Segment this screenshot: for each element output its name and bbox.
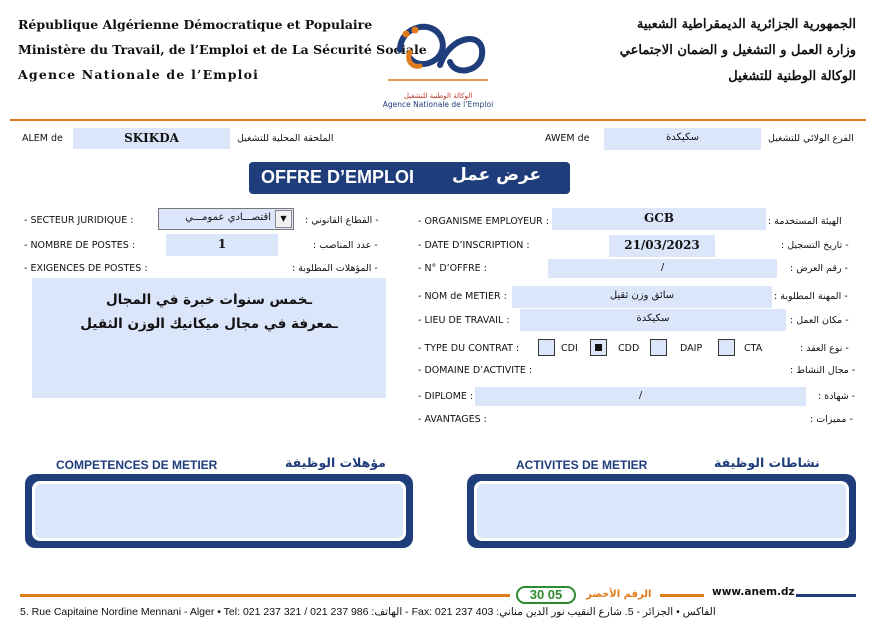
alem-label-fr: ALEM de (22, 133, 63, 144)
postes-label-ar: - عدد المناصب : (313, 240, 378, 251)
contrat-checkbox-cdi[interactable] (538, 339, 555, 356)
header-divider (10, 119, 866, 121)
footer-divider-left (20, 594, 510, 597)
republic-title-ar: الجمهورية الجزائرية الديمقراطية الشعبية (636, 17, 856, 32)
metier-label-fr: - NOM de METIER : (418, 291, 507, 302)
alem-label-ar: الملحقة المحلية للتشغيل (237, 133, 334, 144)
contrat-checkbox-cta[interactable] (718, 339, 735, 356)
exigences-label-fr: - EXIGENCES DE POSTES : (24, 263, 148, 274)
activites-title-fr: ACTIVITES DE METIER (516, 458, 648, 472)
organisme-label-fr: - ORGANISME EMPLOYEUR : (418, 216, 549, 227)
ministry-title-ar: وزارة العمل و التشغيل و الضمان الاجتماعي (619, 43, 856, 58)
date-field[interactable]: 21/03/2023 (609, 235, 715, 257)
green-number: 30 05 (529, 587, 563, 602)
secteur-label-fr: - SECTEUR JURIDIQUE : (24, 215, 134, 226)
contrat-option-label: CDD (618, 343, 640, 354)
avantages-label-fr: - AVANTAGES : (418, 414, 487, 425)
chevron-down-icon[interactable]: ▼ (275, 210, 292, 228)
activites-title-ar: نشاطات الوظيفة (714, 455, 820, 470)
anem-logo-icon (380, 10, 496, 88)
agency-title-ar: الوكالة الوطنية للتشغيل (728, 69, 856, 84)
exigence-line: ـمعرفة في مجال ميكانيك الوزن الثقيل (80, 316, 338, 332)
green-number-badge (516, 586, 576, 604)
exigences-label-ar: - المؤهلات المطلوبة : (292, 263, 378, 274)
secteur-label-ar: - القطاع القانوني : (305, 215, 379, 226)
contrat-option-label: CTA (744, 343, 763, 354)
offre-field[interactable]: / (548, 259, 777, 278)
date-label-ar: - تاريخ التسجيل : (781, 240, 849, 251)
domaine-label-fr: - DOMAINE D’ACTIVITE : (418, 365, 533, 376)
header-french (18, 12, 427, 87)
contrat-option-label: CDI (561, 343, 578, 354)
logo-text-fr: Agence Nationale de l’Emploi (382, 100, 494, 109)
contrat-checkbox-cdd[interactable] (590, 339, 607, 356)
activites-box (467, 474, 856, 548)
offer-title-ar: عرض عمل (452, 165, 542, 185)
ministry-title-fr: Ministère du Travail, de l’Emploi et de La Sécurité Sociale (18, 42, 427, 57)
website-link[interactable]: www.anem.dz (712, 586, 795, 598)
metier-field[interactable]: سائق وزن ثقيل (512, 286, 772, 308)
awem-field[interactable]: سكيكدة (604, 128, 761, 150)
organisme-label-ar: الهيئة المستخدمة : (768, 216, 842, 227)
agency-title-fr: Agence Nationale de l’Emploi (18, 67, 260, 82)
offre-label-ar: - رقم العرض : (790, 263, 848, 274)
contrat-option-label: DAIP (680, 343, 703, 354)
offer-title-bar (249, 162, 570, 194)
awem-label-ar: الفرع الولائي للتشغيل (768, 133, 854, 144)
green-number-label: الرقم الأخضر (586, 589, 652, 600)
lieu-field[interactable]: سكيكدة (520, 309, 786, 331)
competences-title-ar: مؤهلات الوظيفة (285, 455, 386, 470)
exigence-line: ـخمس سنوات خبرة في المجال (105, 292, 313, 308)
anem-logo (380, 10, 496, 110)
offre-label-fr: - N° D’OFFRE : (418, 263, 487, 274)
diplome-field[interactable]: / (475, 387, 806, 406)
lieu-label-fr: - LIEU DE TRAVAIL : (418, 315, 510, 326)
postes-field[interactable]: 1 (166, 234, 278, 256)
lieu-label-ar: - مكان العمل : (790, 315, 849, 326)
contrat-label-ar: - نوع العقد : (800, 343, 849, 354)
avantages-label-ar: - مميزات : (810, 414, 853, 425)
contrat-label-fr: - TYPE DU CONTRAT : (418, 343, 520, 354)
logo-text-ar: الوكالة الوطنية للتشغيل (403, 92, 473, 100)
header-arabic (620, 12, 856, 90)
metier-label-ar: - المهنة المطلوبة : (774, 291, 848, 302)
contrat-checkbox-daip[interactable] (650, 339, 667, 356)
alem-field[interactable]: SKIKDA (73, 128, 230, 149)
competences-box (25, 474, 413, 548)
organisme-field[interactable]: GCB (552, 208, 766, 230)
date-label-fr: - DATE D’INSCRIPTION : (418, 240, 530, 251)
activites-textarea[interactable] (474, 481, 849, 541)
footer-divider-mid (660, 594, 704, 597)
awem-label-fr: AWEM de (545, 133, 590, 144)
postes-label-fr: - NOMBRE DE POSTES : (24, 240, 135, 251)
secteur-select[interactable] (158, 208, 294, 230)
domaine-label-ar: - مجال النشاط : (790, 365, 856, 376)
competences-title-fr: COMPETENCES DE METIER (56, 458, 218, 472)
footer-address: 5. Rue Capitaine Nordine Mennani - Alger • Tel: 021 237 321 / 021 237 986 :الهاتف - Fax: 021 237 403 :الفاكس • الجزائر - 5. شارع النقيب نور الدين مناني (20, 606, 716, 618)
diplome-label-fr: - DIPLOME : (418, 391, 474, 402)
competences-textarea[interactable] (32, 481, 406, 541)
diplome-label-ar: - شهادة : (818, 391, 856, 402)
republic-title-fr: République Algérienne Démocratique et Populaire (18, 17, 373, 32)
offer-title-fr: OFFRE D’EMPLOI (261, 167, 414, 187)
exigences-textarea[interactable] (32, 278, 386, 398)
footer-divider-right (796, 594, 856, 597)
secteur-select-value: اقتصـــادي عمومـــي (185, 212, 271, 223)
